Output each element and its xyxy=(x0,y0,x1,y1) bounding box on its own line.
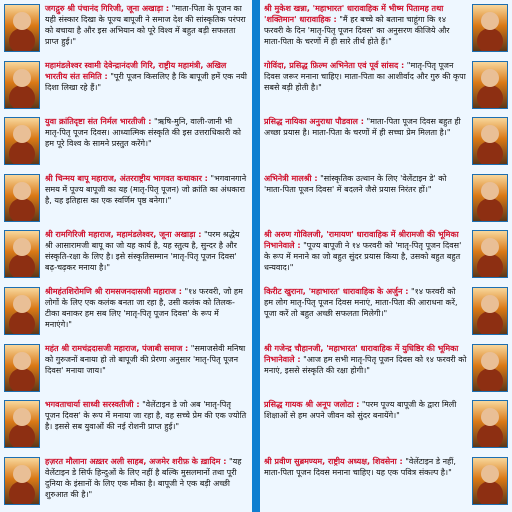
saint-portrait-image xyxy=(4,117,40,165)
left-item-6-name: श्रीमहंतशिरोमणि श्री रामसजनदासजी महाराज : xyxy=(45,287,182,296)
left-item-8-text xyxy=(45,399,248,432)
right-item-7-text xyxy=(264,343,467,376)
right-item-1-quote: "मैं हर बच्चे को बताना चाहूंगा कि १४ फरवरी के दिन 'मातृ-पितृ पूजन दिवस' का अनुसरण कीजिये और माता-पिता के चरणों में ही सारे तीर्थ होते हैं।" xyxy=(264,15,450,46)
right-item-7-name: श्री गजेन्द्र चौहानजी, 'महाभारत' धारावाहिक में युधिष्ठिर की भूमिका निभानेवाले : xyxy=(264,344,459,364)
right-item-5-name: श्री अरुण गोविलजी, 'रामायण' धारावाहिक में श्रीरामजी की भूमिका निभानेवाले : xyxy=(264,230,459,250)
left-item-9 xyxy=(0,453,252,512)
saint-portrait-image xyxy=(4,174,40,222)
left-item-3-name: युवा क्रांतिदृष्टा संत निर्मल भारतीजी : xyxy=(45,117,152,126)
right-item-6-text xyxy=(264,286,467,319)
left-item-2 xyxy=(0,57,252,113)
left-item-7-quote: "समाजसेवी मनिषा को गुरुजनों बनाया हो तो बापूजी की प्रेरणा अनुसार 'मातृ-पितृ पूजन दिवस' मनाया जाय।" xyxy=(45,344,246,375)
celebrity-portrait-image xyxy=(472,174,508,222)
saint-portrait-image xyxy=(4,61,40,109)
right-item-7 xyxy=(260,340,512,396)
right-item-9-text xyxy=(264,456,467,478)
left-item-4-quote: "भगवानगाने समय में पूज्य बापूजी का यह (मातृ-पितृ पूजन) जो क्रांति का अंधकारा है, यह इतिहास का एक स्वर्णिम पृष्ठ बनेगा।" xyxy=(45,174,247,205)
right-item-1-text xyxy=(264,3,467,47)
left-item-6 xyxy=(0,283,252,340)
right-item-7-quote: "आज हम सभी मातृ-पितृ पूजन दिवस को १४ फरवरी को मनाएं, इससे संस्कृति की रक्षा होगी।" xyxy=(264,355,467,375)
celebrity-portrait-image xyxy=(472,230,508,278)
right-item-3 xyxy=(260,113,512,170)
left-item-8-name: भगवताचार्या साध्वी सरस्वतीजी : xyxy=(45,400,140,409)
right-item-3-name: प्रसिद्ध नायिका अनुराधा पौडवाल : xyxy=(264,117,364,126)
left-item-1-quote: "माता-पिता के पूजन का यही संस्कार दिखा के पूज्य बापूजी ने समाज देश की सांस्कृतिक परंपरा को बचाया है और इस अभियान को पूरे विश्व में बहुत बड़ी सफलता प्राप्त हुई।" xyxy=(45,4,246,46)
right-item-2-quote: "मातृ-पितृ पूजन दिवस जरूर मनाना चाहिए। माता-पिता का आशीर्वाद और गुरु की कृपा सबसे बड़ी होती है।" xyxy=(264,61,466,92)
right-item-8 xyxy=(260,396,512,453)
left-item-5-name: श्री रामगिरिजी महाराज, महामंडलेश्वर, जूना अखाड़ा : xyxy=(45,230,202,239)
left-item-3 xyxy=(0,113,252,170)
left-item-3-quote: "ऋषि-मुनि, वाली-जानी भी मातृ-पितृ पूजन दिवस। आध्यात्मिक संस्कृति की इस उत्तराधिकारी को हम पूरे विश्व के सामने प्रस्तुत करेंगे।" xyxy=(45,117,241,148)
right-item-8-quote: "परम पूज्य बापूजी के द्वारा मिली शिक्षाओं से हम अपने जीवन को सुंदर बनायेंगे।" xyxy=(264,400,457,420)
right-item-6 xyxy=(260,283,512,340)
left-item-1 xyxy=(0,0,252,57)
left-item-2-text xyxy=(45,60,248,93)
left-item-2-quote: "पूरी पूजन किसलिए है कि बापूजी हमें एक नयी दिशा लिखा रहे हैं।" xyxy=(45,72,248,92)
left-item-9-text xyxy=(45,456,248,500)
right-item-3-quote: "माता-पिता पूजन दिवस बहुत ही अच्छा प्रयास है। माता-पिता के चरणों में ही सच्चा प्रेम मिलता है।" xyxy=(264,117,461,137)
right-item-4-text xyxy=(264,173,467,195)
saint-portrait-image xyxy=(4,457,40,505)
right-item-9-quote: "वेलेंटाइन डे नहीं, माता-पिता पूजन दिवस मनाना चाहिए। यह एक पवित्र संकल्प है।" xyxy=(264,457,456,477)
left-item-5-text xyxy=(45,229,248,273)
left-item-5-quote: "परम श्रद्धेय श्री आसारामजी बापू का जो यह कार्य है, यह स्तुत्य है, सुन्दर है और संस्कृति-रक्षा के लिए है। इसे संस्कृतिसम्मान 'मातृ-पितृ पूजन दिवस' बढ़-चढ़कर मनाया है।" xyxy=(45,230,240,272)
left-item-9-quote: "यह वेलेंटाइन डे सिर्फ हिन्दुओं के लिए नहीं है बल्कि मुसलमानों तथा पूरी दुनिया के इंसानों के लिए एक मौका है। बापूजी ने एक बड़ी अच्छी शुरुआत की है।" xyxy=(45,457,242,499)
celebrity-portrait-image xyxy=(472,61,508,109)
celebrity-portrait-image xyxy=(472,400,508,448)
right-item-2-text xyxy=(264,60,467,93)
right-item-1-name: श्री मुकेश खन्ना, 'महाभारत' धारावाहिक में भीष्म पितामह तथा 'शक्तिमान' धारावाहिक : xyxy=(264,4,444,24)
left-item-7-name: महंत श्री रामचंद्रदासजी महाराज, पंजाबी समाज : xyxy=(45,344,189,353)
left-item-1-name: जगद्गुरु श्री पंचानंद गिरिजी, जूना अखाड़ा : xyxy=(45,4,170,13)
left-item-8-quote: "वेलेंटाइन डे जो अब 'मातृ-पितृ पूजन दिवस' के रूप में मनाया जा रहा है, वह सच्चे प्रेम की एक ज्योति है। इससे सब युवाओं की नई रोशनी प्राप्त हुई।" xyxy=(45,400,247,431)
right-item-4-name: अभिनेत्री मालश्री : xyxy=(264,174,318,183)
right-item-2-name: गोविंदा, प्रसिद्ध फ़िल्म अभिनेता एवं पूर्व सांसद : xyxy=(264,61,405,70)
saint-portrait-image xyxy=(4,400,40,448)
left-item-1-text xyxy=(45,3,248,47)
celebrity-portrait-image xyxy=(472,117,508,165)
right-item-5 xyxy=(260,226,512,283)
right-item-5-quote: "पूज्य बापूजी ने १४ फरवरी को 'मातृ-पितृ पूजन दिवस' के रूप में मनाने का जो बहुत सुंदर प्रयास किया है, उसको बहुत बहुत धन्यवाद।" xyxy=(264,241,462,272)
right-item-8-text xyxy=(264,399,467,421)
right-item-1 xyxy=(260,0,512,57)
celebrity-portrait-image xyxy=(472,287,508,335)
left-item-4-name: श्री चिन्मय बापू महाराज, अंतरराष्ट्रीय भागवत कथाकार : xyxy=(45,174,208,183)
celebrity-portrait-image xyxy=(472,344,508,392)
saint-portrait-image xyxy=(4,344,40,392)
celebrity-portrait-image xyxy=(472,457,508,505)
right-column xyxy=(260,0,512,512)
left-item-4-text xyxy=(45,173,248,206)
left-item-4 xyxy=(0,170,252,226)
saint-portrait-image xyxy=(4,230,40,278)
saint-portrait-image xyxy=(4,4,40,52)
left-item-6-quote: "१४ फरवरी, जो हम लोगों के लिए एक कलंक बनता जा रहा है, उसी कलंक को तिलक-टीका बनाकर हम सब लिए 'मातृ-पितृ पूजन दिवस' के रूप में मनाएंगे।" xyxy=(45,287,243,329)
right-item-8-name: प्रसिद्ध गायक श्री अनूप जलोटा : xyxy=(264,400,360,409)
right-item-4-quote: "सांस्कृतिक उत्थान के लिए 'वेलेंटाइन डे' को 'माता-पिता पूजन दिवस' में बदलने जैसे प्रयास निरंतर हों।" xyxy=(264,174,447,194)
right-item-9 xyxy=(260,453,512,512)
right-item-4 xyxy=(260,170,512,226)
right-item-5-text xyxy=(264,229,467,273)
left-item-2-name: महामंडलेश्वर स्वामी देवेन्द्रानंदजी गिरि, राष्ट्रीय महामंत्री, अखिल भारतीय संत समिति : xyxy=(45,61,227,81)
left-item-7 xyxy=(0,340,252,396)
left-item-5 xyxy=(0,226,252,283)
left-item-7-text xyxy=(45,343,248,376)
left-item-8 xyxy=(0,396,252,453)
left-item-3-text xyxy=(45,116,248,149)
left-item-6-text xyxy=(45,286,248,330)
right-item-9-name: श्री प्रवीण सुब्रमण्यम, राष्ट्रीय अध्यक्ष, शिवसेना : xyxy=(264,457,403,466)
celebrity-portrait-image xyxy=(472,4,508,52)
right-item-6-name: किरीट खुराना, 'महाभारत' धारावाहिक के अर्जुन : xyxy=(264,287,409,296)
right-item-2 xyxy=(260,57,512,113)
left-item-9-name: हज़रत मौलाना अख़्तर अली साहब, अजमेर शरीफ़ के ख़ादिम : xyxy=(45,457,227,466)
saint-portrait-image xyxy=(4,287,40,335)
right-item-6-quote: "१४ फरवरी को हम लोग मातृ-पितृ पूजन दिवस मनाएं, माता-पिता की आराधना करें, पूजा करें तो बहुत अच्छी सफलता मिलेगी।" xyxy=(264,287,458,318)
right-item-3-text xyxy=(264,116,467,138)
left-column xyxy=(0,0,252,512)
